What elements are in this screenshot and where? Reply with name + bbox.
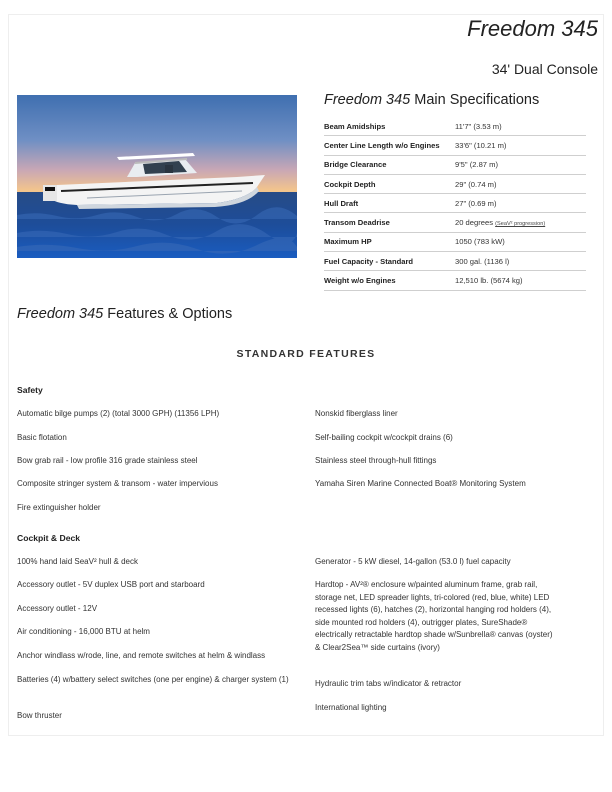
specifications-table xyxy=(324,117,586,291)
spec-value: 12,510 lb. (5674 kg) xyxy=(455,276,523,286)
category-safety: Safety xyxy=(17,385,43,395)
list-item: Batteries (4) w/battery select switches (one per engine) & charger system (1) xyxy=(17,675,289,684)
model-subtitle: 34' Dual Console xyxy=(491,61,598,77)
spec-row xyxy=(324,194,586,213)
seav2-progression-link[interactable]: (SeaV² progression) xyxy=(495,221,546,228)
list-item: Hardtop - AV²® enclosure w/painted aluminum frame, grab rail, storage net, LED spreader lights, tri-colored (red, blue, white) LED recessed lights (6), hatches (2), horizontal hanging rod holders (4), side mounted rod holders (4), outrigger plates, SureShade® electrically retractable hardtop shade w/Sunbrella® canvas (oyster) & Clear2Sea™ side curtains (ivory) xyxy=(315,580,553,652)
specifications-heading-model: Freedom 345 xyxy=(324,92,411,108)
spec-label: Weight w/o Engines xyxy=(324,276,396,286)
spec-row xyxy=(324,136,586,155)
list-item: Air conditioning - 16,000 BTU at helm xyxy=(17,627,150,636)
list-item: Accessory outlet - 5V duplex USB port and starboard xyxy=(17,580,205,589)
boat-image xyxy=(17,95,297,258)
spec-label: Cockpit Depth xyxy=(324,179,376,189)
spec-row xyxy=(324,271,586,290)
spec-value: 11'7" (3.53 m) xyxy=(455,121,502,131)
list-item: Stainless steel through-hull fittings xyxy=(315,456,437,465)
list-item: Composite stringer system & transom - water impervious xyxy=(17,479,218,488)
spec-row xyxy=(324,252,586,271)
specifications-heading xyxy=(324,92,539,108)
list-item: International lighting xyxy=(315,703,387,712)
list-item: Accessory outlet - 12V xyxy=(17,604,98,613)
spec-value: 29" (0.74 m) xyxy=(455,179,497,189)
list-item: Automatic bilge pumps (2) (total 3000 GPH) (11356 LPH) xyxy=(17,409,220,418)
list-item: Generator - 5 kW diesel, 14-gallon (53.0 l) fuel capacity xyxy=(315,557,511,566)
spec-label: Center Line Length w/o Engines xyxy=(324,140,440,150)
standard-features-label: STANDARD FEATURES xyxy=(236,348,376,360)
list-item: Nonskid fiberglass liner xyxy=(315,409,398,418)
spec-value: 1050 (783 kW) xyxy=(455,237,505,247)
spec-row xyxy=(324,233,586,252)
list-item: Yamaha Siren Marine Connected Boat® Monitoring System xyxy=(315,479,526,488)
spec-label: Transom Deadrise xyxy=(324,218,390,228)
spec-value: 33'6" (10.21 m) xyxy=(455,140,507,150)
spec-value: 27" (0.69 m) xyxy=(455,198,497,208)
spec-label: Bridge Clearance xyxy=(324,160,387,170)
list-item: Fire extinguisher holder xyxy=(17,503,101,512)
features-heading xyxy=(17,306,232,322)
list-item: Hydraulic trim tabs w/indicator & retractor xyxy=(315,679,462,688)
spec-value: 300 gal. (1136 l) xyxy=(455,256,510,266)
spec-row xyxy=(324,156,586,175)
list-item: Bow thruster xyxy=(17,711,62,720)
spec-row xyxy=(324,213,586,232)
features-heading-model: Freedom 345 xyxy=(17,306,104,322)
spec-value-text: 20 degrees xyxy=(455,218,493,228)
category-cockpit-deck: Cockpit & Deck xyxy=(17,533,81,543)
spec-row xyxy=(324,117,586,136)
list-item: 100% hand laid SeaV² hull & deck xyxy=(17,557,138,566)
spec-row xyxy=(324,175,586,194)
spec-label: Hull Draft xyxy=(324,198,359,208)
list-item: Bow grab rail - low profile 316 grade stainless steel xyxy=(17,456,198,465)
features-heading-text: Features & Options xyxy=(107,306,233,322)
spec-value: 9'5" (2.87 m) xyxy=(455,160,498,170)
specifications-heading-text: Main Specifications xyxy=(414,92,540,108)
spec-value xyxy=(455,218,545,227)
spec-label: Beam Amidships xyxy=(324,121,386,131)
spec-label: Fuel Capacity - Standard xyxy=(324,256,414,266)
list-item: Anchor windlass w/rode, line, and remote switches at helm & windlass xyxy=(17,651,266,660)
list-item: Basic flotation xyxy=(17,433,67,442)
list-item: Self-bailing cockpit w/cockpit drains (6) xyxy=(315,433,453,442)
spec-label: Maximum HP xyxy=(324,237,372,247)
boat-photo xyxy=(17,95,297,258)
model-title: Freedom 345 xyxy=(467,16,598,41)
